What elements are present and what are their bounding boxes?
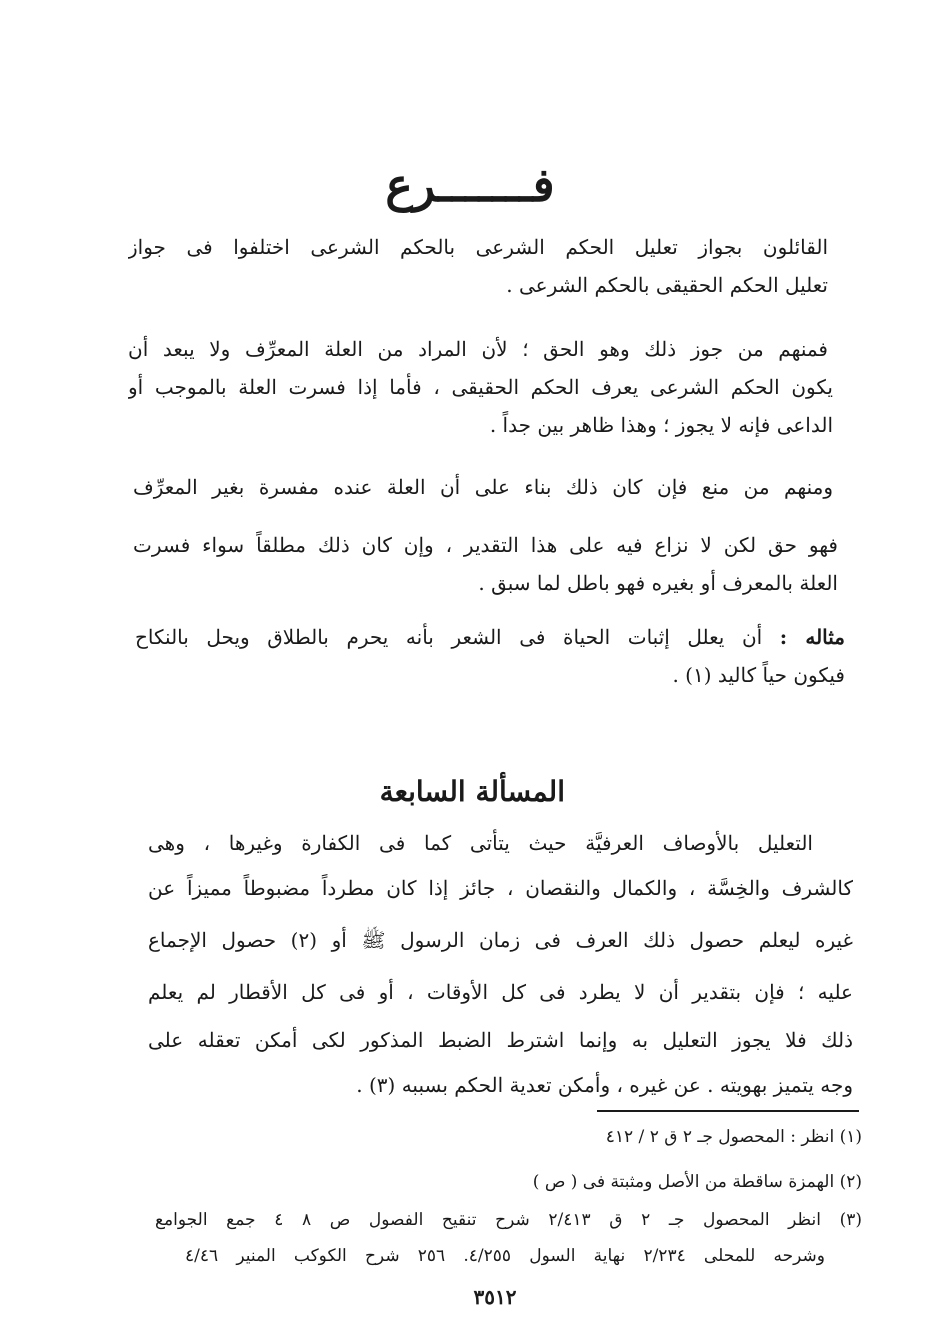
example-text: أن يعلل إثبات الحياة فى الشعر بأنه يحرم بالطلاق ويحل بالنكاح	[135, 625, 763, 649]
masala-line-2: كالشرف والخِسَّة ، والكمال والنقصان ، جائز إذا كان مطرداً مضبوطاً مميزاً عن	[148, 876, 853, 900]
paragraph-2-line-3: الداعى فإنه لا يجوز ؛ وهذا ظاهر بين جداً .	[489, 413, 833, 437]
section-title-far: فـــــــرع	[385, 158, 555, 212]
example-label: مثاله :	[779, 625, 845, 649]
footnote-2: (٢) الهمزة ساقطة من الأصل ومثبتة فى ( ص )	[532, 1172, 862, 1192]
masala-line-3: غيره ليعلم حصول ذلك العرف فى زمان الرسول ﷺ أو (٢) حصول الإجماع	[148, 928, 853, 952]
masala-line-6: وجه يتميز بهويته . عن غيره ، وأمكن تعدية الحكم بسببه (٣) .	[356, 1073, 853, 1097]
section-title-masala: المسألة السابعة	[380, 775, 565, 808]
example-line-1	[135, 622, 845, 652]
page-number: ٣٥١٢	[473, 1285, 517, 1309]
footnote-3-line-1: (٣) انظر المحصول جـ ٢ ق ٢/٤١٣ شرح تنقيح الفصول ص ٨ ٤ جمع الجوامع	[155, 1210, 862, 1230]
paragraph-3-line-1: ومنهم من منع فإن كان ذلك بناء على أن العلة عنده مفسرة بغير المعرِّف	[133, 475, 833, 499]
paragraph-3-line-3: العلة بالمعرف أو بغيره فهو باطل لما سبق .	[478, 571, 838, 595]
masala-line-4: عليه ؛ فإن بتقدير أن لا يطرد فى كل الأوقات ، أو فى كل الأقطار لم يعلم	[148, 980, 853, 1004]
paragraph-2-line-2: يكون الحكم الشرعى يعرف الحكم الحقيقى ، فأما إذا فسرت العلة بالموجب أو	[128, 375, 833, 399]
paragraph-2-line-1: فمنهم من جوز ذلك وهو الحق ؛ لأن المراد من العلة المعرِّف ولا يبعد أن	[128, 337, 828, 361]
masala-line-5: ذلك فلا يجوز التعليل به وإنما اشترط الضبط المذكور لكى أمكن تعقله على	[148, 1028, 853, 1052]
masala-line-1: التعليل بالأوصاف العرفيَّة حيث يتأتى كما فى الكفارة وغيرها ، وهى	[148, 831, 813, 855]
footnote-1: (١) انظر : المحصول جـ ٢ ق ٢ / ٤١٢	[605, 1127, 862, 1147]
footnote-3-line-2: وشرحه للمحلى ٢/٢٣٤ نهاية السول ٤/٢٥٥. ٢٥٦ شرح الكوكب المنير ٤/٤٦	[185, 1246, 825, 1266]
footnote-separator	[597, 1110, 859, 1112]
example-line-2: فيكون حياً كاليد (١) .	[672, 663, 845, 687]
paragraph-1-line-2: تعليل الحكم الحقيقى بالحكم الشرعى .	[506, 273, 828, 297]
paragraph-1-line-1: القائلون بجواز تعليل الحكم الشرعى بالحكم الشرعى اختلفوا فى جواز	[128, 235, 828, 259]
paragraph-3-line-2: فهو حق لكن لا نزاع فيه على هذا التقدير ، وإن كان ذلك مطلقاً سواء فسرت	[133, 533, 838, 557]
